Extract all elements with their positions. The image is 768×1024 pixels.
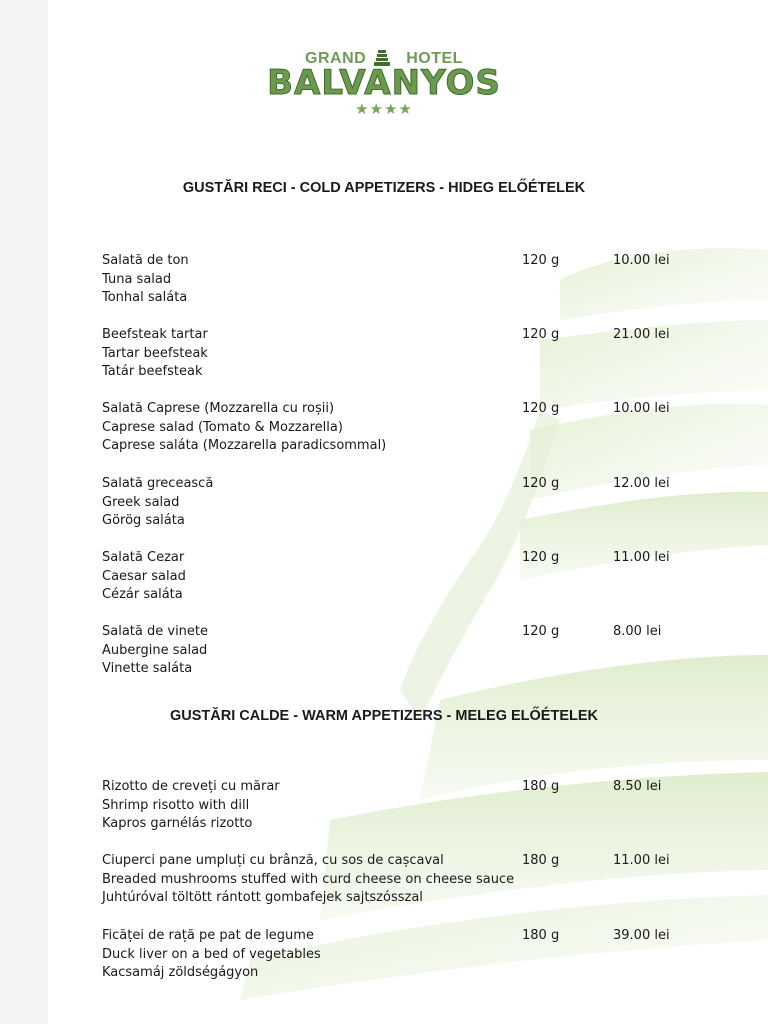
item-name-en: Tuna salad [102,271,172,287]
item-name-en: Greek salad [102,494,180,510]
item-name-en: Tartar beefsteak [102,345,208,361]
logo-grand: GRAND [305,50,367,67]
item-name-en: Caprese salad (Tomato & Mozzarella) [102,419,343,435]
item-price: 21.00 lei [613,327,670,342]
item-name-ro: Salată grecească [102,476,214,491]
item-name-en: Shrimp risotto with dill [102,797,250,813]
item-weight: 120 g [522,550,560,565]
item-weight: 120 g [522,327,560,342]
item-name-ro: Salată Cezar [102,550,185,565]
logo-name: BALVANYOS [267,63,501,103]
item-name-en: Breaded mushrooms stuffed with curd cheese on cheese sauce [102,871,515,887]
item-weight: 180 g [522,853,560,868]
menu-item [102,778,702,834]
item-name-hu: Vinette saláta [102,661,193,677]
item-price: 11.00 lei [613,853,670,868]
item-name-hu: Kacsamáj zöldségágyon [102,965,259,981]
menu-item [102,400,702,456]
item-weight: 120 g [522,401,560,416]
item-name-ro: Salată de ton [102,253,189,268]
item-price: 12.00 lei [613,476,670,491]
item-price: 39.00 lei [613,928,670,943]
item-name-ro: Rizotto de creveți cu mărar [102,779,280,794]
item-name-ro: Ciuperci pane umpluți cu brânză, cu sos de cașcaval [102,853,444,868]
menu-item [102,927,702,983]
item-name-hu: Juhtúróval töltött rántott gombafejek sajtszósszal [102,890,423,906]
item-name-hu: Tatár beefsteak [102,364,203,380]
item-name-hu: Cézár saláta [102,587,183,603]
section-heading-cold: GUSTĂRI RECI - COLD APPETIZERS - HIDEG ELŐÉTELEK [182,180,586,196]
menu-item [102,475,702,531]
item-name-hu: Kapros garnélás rizotto [102,816,253,832]
item-weight: 120 g [522,476,560,491]
item-name-hu: Görög saláta [102,513,185,529]
hotel-logo [254,46,514,120]
item-name-hu: Caprese saláta (Mozzarella paradicsommal) [102,438,387,454]
item-name-en: Duck liver on a bed of vegetables [102,946,321,962]
menu-item [102,852,702,908]
item-price: 10.00 lei [613,253,670,268]
item-price: 8.50 lei [613,779,662,794]
menu-item [102,326,702,382]
item-name-en: Caesar salad [102,568,186,584]
item-weight: 120 g [522,624,560,639]
item-name-hu: Tonhal saláta [102,290,188,306]
item-price: 11.00 lei [613,550,670,565]
item-name-en: Aubergine salad [102,642,208,658]
item-price: 8.00 lei [613,624,662,639]
item-weight: 180 g [522,928,560,943]
item-name-ro: Ficăței de rață pe pat de legume [102,928,314,943]
section-heading-warm: GUSTĂRI CALDE - WARM APPETIZERS - MELEG ELŐÉTELEK [169,708,599,724]
item-weight: 180 g [522,779,560,794]
item-name-ro: Salată Caprese (Mozzarella cu roșii) [102,401,335,416]
item-name-ro: Beefsteak tartar [102,327,208,342]
item-name-ro: Salată de vinete [102,624,209,639]
logo-stars: ★★★★ [355,100,413,118]
menu-item [102,252,702,308]
menu-item [102,623,702,679]
item-weight: 120 g [522,253,560,268]
menu-item [102,549,702,605]
logo-hotel: HOTEL [406,50,463,67]
item-price: 10.00 lei [613,401,670,416]
